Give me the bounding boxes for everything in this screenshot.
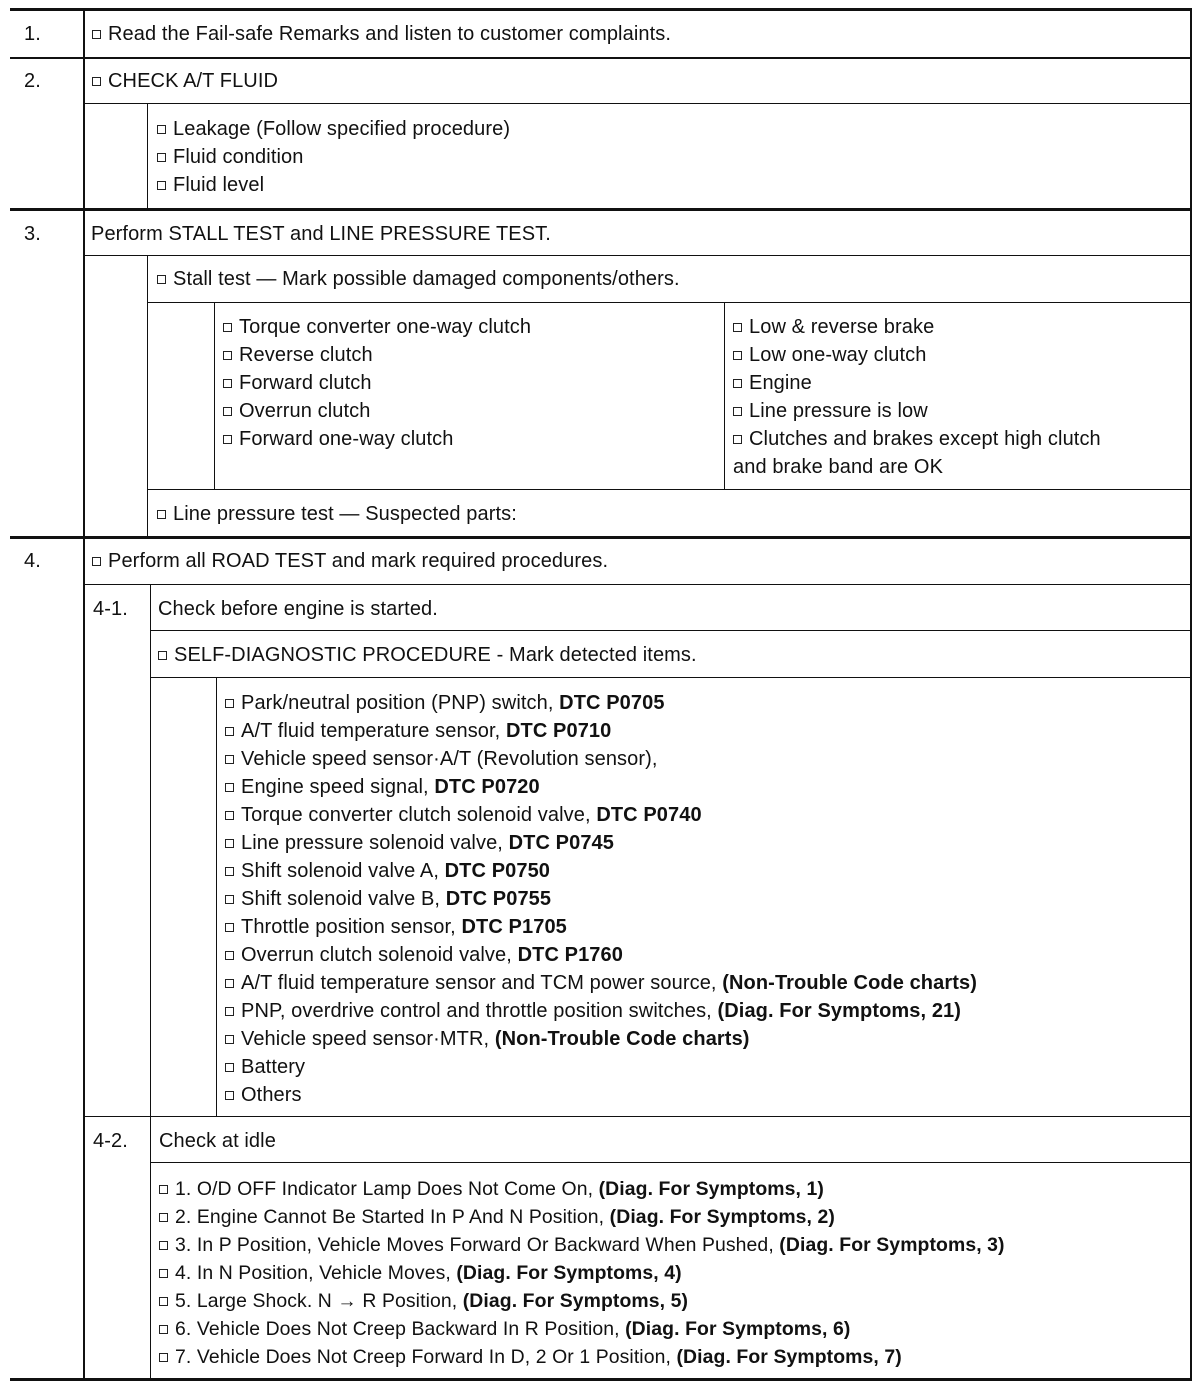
rule (10, 8, 1192, 11)
step4-2-number: 4-2. (93, 1130, 128, 1152)
line-pressure-item[interactable]: Line pressure test — Suspected parts: (157, 500, 517, 528)
list-item[interactable]: 6. Vehicle Does Not Creep Backward In R Position, (Diag. For Symptoms, 6) (159, 1315, 1005, 1343)
checkbox-icon[interactable] (225, 979, 234, 988)
rule (84, 584, 1192, 585)
list-item[interactable]: Forward one-way clutch (223, 425, 531, 453)
checkbox-icon[interactable] (157, 510, 166, 519)
rule (214, 302, 215, 490)
step4-number: 4. (24, 550, 41, 572)
list-item[interactable]: 5. Large Shock. N → R Position, (Diag. For Symptoms, 5) (159, 1287, 1005, 1315)
checkbox-icon[interactable] (225, 867, 234, 876)
checkbox-icon[interactable] (223, 379, 232, 388)
checkbox-icon[interactable] (225, 951, 234, 960)
list-item[interactable]: Overrun clutch solenoid valve, DTC P1760 (225, 941, 977, 969)
checkbox-icon[interactable] (733, 435, 742, 444)
rule (150, 630, 1192, 631)
checkbox-icon[interactable] (159, 1213, 168, 1222)
checkbox-icon[interactable] (223, 435, 232, 444)
checkbox-icon[interactable] (157, 275, 166, 284)
list-item[interactable]: Torque converter clutch solenoid valve, DTC P0740 (225, 801, 977, 829)
rule (147, 255, 148, 537)
checkbox-icon[interactable] (733, 323, 742, 332)
list-item[interactable]: Fluid level (157, 171, 510, 199)
step2-text: CHECK A/T FLUID (108, 70, 279, 92)
list-item[interactable]: Throttle position sensor, DTC P1705 (225, 913, 977, 941)
list-item[interactable]: Clutches and brakes except high clutch (733, 425, 1101, 453)
list-item[interactable]: Engine (733, 369, 1101, 397)
list-item[interactable]: Others (225, 1081, 977, 1109)
checkbox-icon[interactable] (157, 153, 166, 162)
checkbox-icon[interactable] (225, 923, 234, 932)
list-item[interactable]: Fluid condition (157, 143, 510, 171)
rule (150, 677, 1192, 678)
step4-1-number: 4-1. (93, 598, 128, 620)
list-item[interactable]: 7. Vehicle Does Not Creep Forward In D, 2 Or 1 Position, (Diag. For Symptoms, 7) (159, 1343, 1005, 1371)
checkbox-icon[interactable] (225, 755, 234, 764)
list-item[interactable]: Overrun clutch (223, 397, 531, 425)
rule (84, 255, 1192, 256)
list-item[interactable]: Reverse clutch (223, 341, 531, 369)
list-item[interactable]: Park/neutral position (PNP) switch, DTC P0705 (225, 689, 977, 717)
rule (1190, 8, 1192, 1381)
step4-1-text: Check before engine is started. (158, 598, 438, 620)
checkbox-icon[interactable] (157, 181, 166, 190)
checkbox-icon[interactable] (225, 699, 234, 708)
checkbox-icon[interactable] (733, 407, 742, 416)
checkbox-icon[interactable] (159, 1185, 168, 1194)
checkbox-icon[interactable] (225, 727, 234, 736)
checkbox-icon[interactable] (733, 351, 742, 360)
step1-text: Read the Fail-safe Remarks and listen to customer complaints. (108, 23, 672, 45)
list-item[interactable]: 3. In P Position, Vehicle Moves Forward Or Backward When Pushed, (Diag. For Symptoms, 3) (159, 1231, 1005, 1259)
step2-item[interactable] (92, 67, 278, 95)
list-item[interactable]: Low one-way clutch (733, 341, 1101, 369)
rule (147, 302, 1192, 303)
step2-number: 2. (24, 70, 41, 92)
list-item[interactable]: Battery (225, 1053, 977, 1081)
list-item[interactable]: Line pressure is low (733, 397, 1101, 425)
rule (150, 584, 151, 1379)
list-item[interactable]: 1. O/D OFF Indicator Lamp Does Not Come On, (Diag. For Symptoms, 1) (159, 1175, 1005, 1203)
rule (10, 57, 1192, 59)
idle-check-list (159, 1175, 1005, 1371)
rule (83, 8, 85, 1381)
list-item[interactable]: Vehicle speed sensor·A/T (Revolution sensor), (225, 745, 977, 773)
list-item[interactable]: PNP, overdrive control and throttle position switches, (Diag. For Symptoms, 21) (225, 997, 977, 1025)
rule (10, 1378, 1192, 1381)
rule (10, 208, 1192, 211)
rule (216, 677, 217, 1117)
checkbox-icon[interactable] (159, 1297, 168, 1306)
list-item[interactable]: Leakage (Follow specified procedure) (157, 115, 510, 143)
checkbox-icon[interactable] (223, 407, 232, 416)
checkbox-icon[interactable] (733, 379, 742, 388)
rule (724, 302, 725, 490)
list-item[interactable]: Torque converter one-way clutch (223, 313, 531, 341)
checkbox-icon[interactable] (158, 651, 167, 660)
step1-item[interactable] (92, 20, 671, 48)
checkbox-icon[interactable] (92, 557, 101, 566)
checkbox-icon[interactable] (157, 125, 166, 134)
checkbox-icon[interactable] (225, 839, 234, 848)
checkbox-icon[interactable] (92, 30, 101, 39)
list-item[interactable]: A/T fluid temperature sensor and TCM power source, (Non-Trouble Code charts) (225, 969, 977, 997)
step1-number: 1. (24, 23, 41, 45)
list-item[interactable]: Forward clutch (223, 369, 531, 397)
checkbox-icon[interactable] (159, 1325, 168, 1334)
list-item[interactable]: 4. In N Position, Vehicle Moves, (Diag. For Symptoms, 4) (159, 1259, 1005, 1287)
list-item[interactable]: Line pressure solenoid valve, DTC P0745 (225, 829, 977, 857)
checkbox-icon[interactable] (223, 323, 232, 332)
checkbox-icon[interactable] (159, 1241, 168, 1250)
rule (84, 1116, 1192, 1117)
checkbox-icon[interactable] (225, 783, 234, 792)
checkbox-icon[interactable] (159, 1269, 168, 1278)
list-item-continuation: and brake band are OK (733, 456, 944, 478)
list-item[interactable]: Shift solenoid valve B, DTC P0755 (225, 885, 977, 913)
stall-right-list (733, 313, 1101, 481)
list-item[interactable]: Low & reverse brake (733, 313, 1101, 341)
list-item[interactable]: A/T fluid temperature sensor, DTC P0710 (225, 717, 977, 745)
checkbox-icon[interactable] (225, 1007, 234, 1016)
checkbox-icon[interactable] (225, 895, 234, 904)
fluid-check-list (157, 115, 510, 199)
rule (147, 489, 1192, 490)
self-diag-item[interactable]: SELF-DIAGNOSTIC PROCEDURE - Mark detected items. (158, 641, 697, 669)
list-item[interactable]: 2. Engine Cannot Be Started In P And N Position, (Diag. For Symptoms, 2) (159, 1203, 1005, 1231)
checkbox-icon[interactable] (225, 1091, 234, 1100)
checkbox-icon[interactable] (225, 1035, 234, 1044)
step4-2-text: Check at idle (159, 1130, 276, 1152)
rule (150, 1162, 1192, 1163)
stall-left-list (223, 313, 531, 453)
step3-number: 3. (24, 223, 41, 245)
checkbox-icon[interactable] (92, 77, 101, 86)
step4-item[interactable]: Perform all ROAD TEST and mark required procedures. (92, 547, 608, 575)
list-item[interactable]: Shift solenoid valve A, DTC P0750 (225, 857, 977, 885)
checkbox-icon[interactable] (225, 1063, 234, 1072)
rule (10, 536, 1192, 539)
checkbox-icon[interactable] (223, 351, 232, 360)
rule (84, 103, 1192, 104)
step3-text: Perform STALL TEST and LINE PRESSURE TEST. (91, 223, 551, 245)
checkbox-icon[interactable] (159, 1353, 168, 1362)
rule (147, 103, 148, 209)
self-diag-list (225, 689, 977, 1109)
checkbox-icon[interactable] (225, 811, 234, 820)
stall-test-item[interactable]: Stall test — Mark possible damaged components/others. (157, 265, 680, 293)
list-item[interactable]: Engine speed signal, DTC P0720 (225, 773, 977, 801)
list-item[interactable]: Vehicle speed sensor·MTR, (Non-Trouble Code charts) (225, 1025, 977, 1053)
